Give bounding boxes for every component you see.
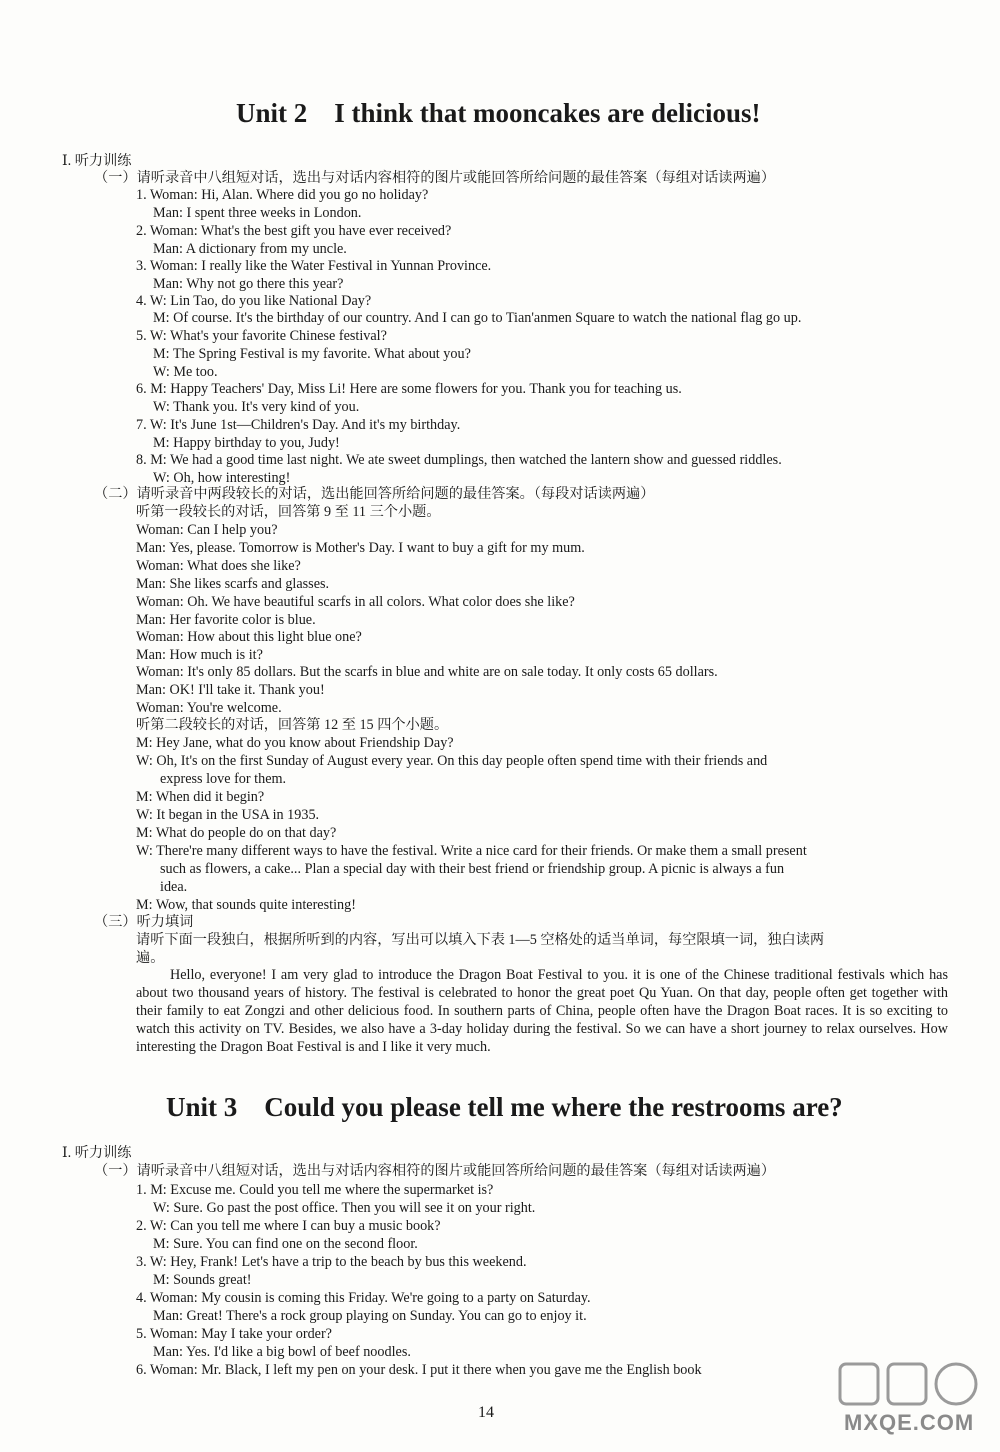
unit2-monologue: Hello, everyone! I am very glad to introduce the Dragon Boat Festival to you. it is one of the Chinese traditional festivals which has about two thousand years of history. The festival is celebrated to honor the great poet Qu Yuan. On that day, people often get together with their family to eat Zongzi and other delicious food. In southern parts of China, people often have the Dragon Boat races. It is so exciting to watch this activity on TV. Besides, we also have a 3-day holiday during the festival. So we can have a short journey to relax ourselves. How interesting the Dragon Boat Festival is and I like it very much. [136,967,948,1055]
unit2-p1-line: Man: I spent three weeks in London. [153,205,362,221]
unit2-d1-line: Man: Yes, please. Tomorrow is Mother's Day. I want to buy a gift for my mum. [136,540,585,556]
unit3-p1-line: Man: Yes. I'd like a big bowl of beef noodles. [153,1344,411,1360]
unit2-d1-line: Woman: Can I help you? [136,522,278,538]
unit2-p1-line: 4. W: Lin Tao, do you like National Day? [136,293,372,309]
unit2-part2-sub2: 听第二段较长的对话，回答第 12 至 15 四个小题。 [136,717,449,733]
unit2-part1-heading: （一）请听录音中八组短对话，选出与对话内容相符的图片或能回答所给问题的最佳答案（每组对话读两遍） [94,170,776,186]
unit2-d2-line: W: There're many different ways to have the festival. Write a nice card for their friends. Or make them a small present [136,843,807,859]
unit3-p1-line: 5. Woman: May I take your order? [136,1326,332,1342]
page-number: 14 [478,1404,494,1421]
unit2-d1-line: Woman: It's only 85 dollars. But the scarfs in blue and white are on sale today. It only costs 65 dollars. [136,664,718,680]
unit3-p1-line: M: Sounds great! [153,1272,252,1288]
unit3-part1-heading: （一）请听录音中八组短对话，选出与对话内容相符的图片或能回答所给问题的最佳答案（每组对话读两遍） [94,1163,776,1179]
unit2-part2-sub1: 听第一段较长的对话，回答第 9 至 11 三个小题。 [136,504,441,520]
unit3-p1-line: W: Sure. Go past the post office. Then you will see it on your right. [153,1200,536,1216]
watermark-logo [832,1358,982,1438]
unit2-d2-line: W: It began in the USA in 1935. [136,807,320,823]
unit2-part3-heading: （三）听力填词 [94,914,194,930]
unit2-p1-line: M: The Spring Festival is my favorite. What about you? [153,346,471,362]
unit2-d1-line: Man: Her favorite color is blue. [136,612,316,628]
unit2-p1-line: 1. Woman: Hi, Alan. Where did you go no holiday? [136,187,429,203]
unit2-p1-line: Man: A dictionary from my uncle. [153,241,347,257]
unit2-d1-line: Man: OK! I'll take it. Thank you! [136,682,325,698]
unit2-d2-line: W: Oh, It's on the first Sunday of August every year. On this day people often spend time with their friends and [136,753,768,769]
unit2-p1-line: M: Of course. It's the birthday of our country. And I can go to Tian'anmen Square to watch the national flag go up. [153,310,802,326]
unit3-p1-line: M: Sure. You can find one on the second floor. [153,1236,418,1252]
unit3-p1-line: 3. W: Hey, Frank! Let's have a trip to the beach by bus this weekend. [136,1254,527,1270]
watermark-text: MXQE.COM [844,1410,975,1435]
unit2-p1-line: 2. Woman: What's the best gift you have ever received? [136,223,452,239]
unit2-p1-line: W: Me too. [153,364,218,380]
unit2-p1-line: Man: Why not go there this year? [153,276,344,292]
unit2-part2-heading: （二）请听录音中两段较长的对话，选出能回答所给问题的最佳答案。（每段对话读两遍） [94,486,655,502]
watermark-logo-icon [832,1358,982,1414]
unit3-p1-line: Man: Great! There's a rock group playing on Sunday. You can go to enjoy it. [153,1308,587,1324]
unit2-d2-line: express love for them. [160,771,287,787]
unit3-title: Unit 3 Could you please tell me where the restrooms are? [166,1092,843,1122]
unit2-p1-line: W: Thank you. It's very kind of you. [153,399,360,415]
unit3-p1-line: 6. Woman: Mr. Black, I left my pen on your desk. I put it there when you gave me the English book [136,1362,702,1378]
unit2-part3-instruction: 请听下面一段独白，根据所听到的内容，写出可以填入下表 1—5 空格处的适当单词，每空限填一词，独白读两 [136,932,825,948]
unit2-d2-line: M: Wow, that sounds quite interesting! [136,897,356,913]
unit2-p1-line: 5. W: What's your favorite Chinese festival? [136,328,387,344]
unit2-p1-line: 8. M: We had a good time last night. We ate sweet dumplings, then watched the lantern show and guessed riddles. [136,452,782,468]
unit3-section-i: Ⅰ. 听力训练 [62,1145,132,1161]
unit2-p1-line: 3. Woman: I really like the Water Festival in Yunnan Province. [136,258,492,274]
unit2-d2-line: such as flowers, a cake... Plan a special day with their best friend or friendship group. A picnic is always a fun [160,861,785,877]
unit2-section-i: Ⅰ. 听力训练 [62,153,132,169]
unit2-d1-line: Woman: How about this light blue one? [136,629,362,645]
unit2-part3-instruction: 遍。 [136,950,165,966]
unit2-p1-line: M: Happy birthday to you, Judy! [153,435,340,451]
unit2-d1-line: Woman: What does she like? [136,558,301,574]
unit2-d1-line: Man: She likes scarfs and glasses. [136,576,330,592]
unit2-p1-line: W: Oh, how interesting! [153,470,291,486]
unit2-d2-line: M: Hey Jane, what do you know about Friendship Day? [136,735,454,751]
unit2-d2-line: M: What do people do on that day? [136,825,337,841]
unit2-p1-line: 7. W: It's June 1st—Children's Day. And it's my birthday. [136,417,461,433]
unit3-p1-line: 1. M: Excuse me. Could you tell me where the supermarket is? [136,1182,494,1198]
unit3-p1-line: 4. Woman: My cousin is coming this Friday. We're going to a party on Saturday. [136,1290,591,1306]
unit2-d1-line: Woman: You're welcome. [136,700,282,716]
unit2-d1-line: Woman: Oh. We have beautiful scarfs in all colors. What color does she like? [136,594,575,610]
unit2-d2-line: idea. [160,879,188,895]
unit2-p1-line: 6. M: Happy Teachers' Day, Miss Li! Here are some flowers for you. Thank you for teaching us. [136,381,682,397]
unit2-d2-line: M: When did it begin? [136,789,265,805]
unit2-title: Unit 2 I think that mooncakes are delicious! [236,98,761,128]
unit2-d1-line: Man: How much is it? [136,647,263,663]
unit3-p1-line: 2. W: Can you tell me where I can buy a music book? [136,1218,441,1234]
